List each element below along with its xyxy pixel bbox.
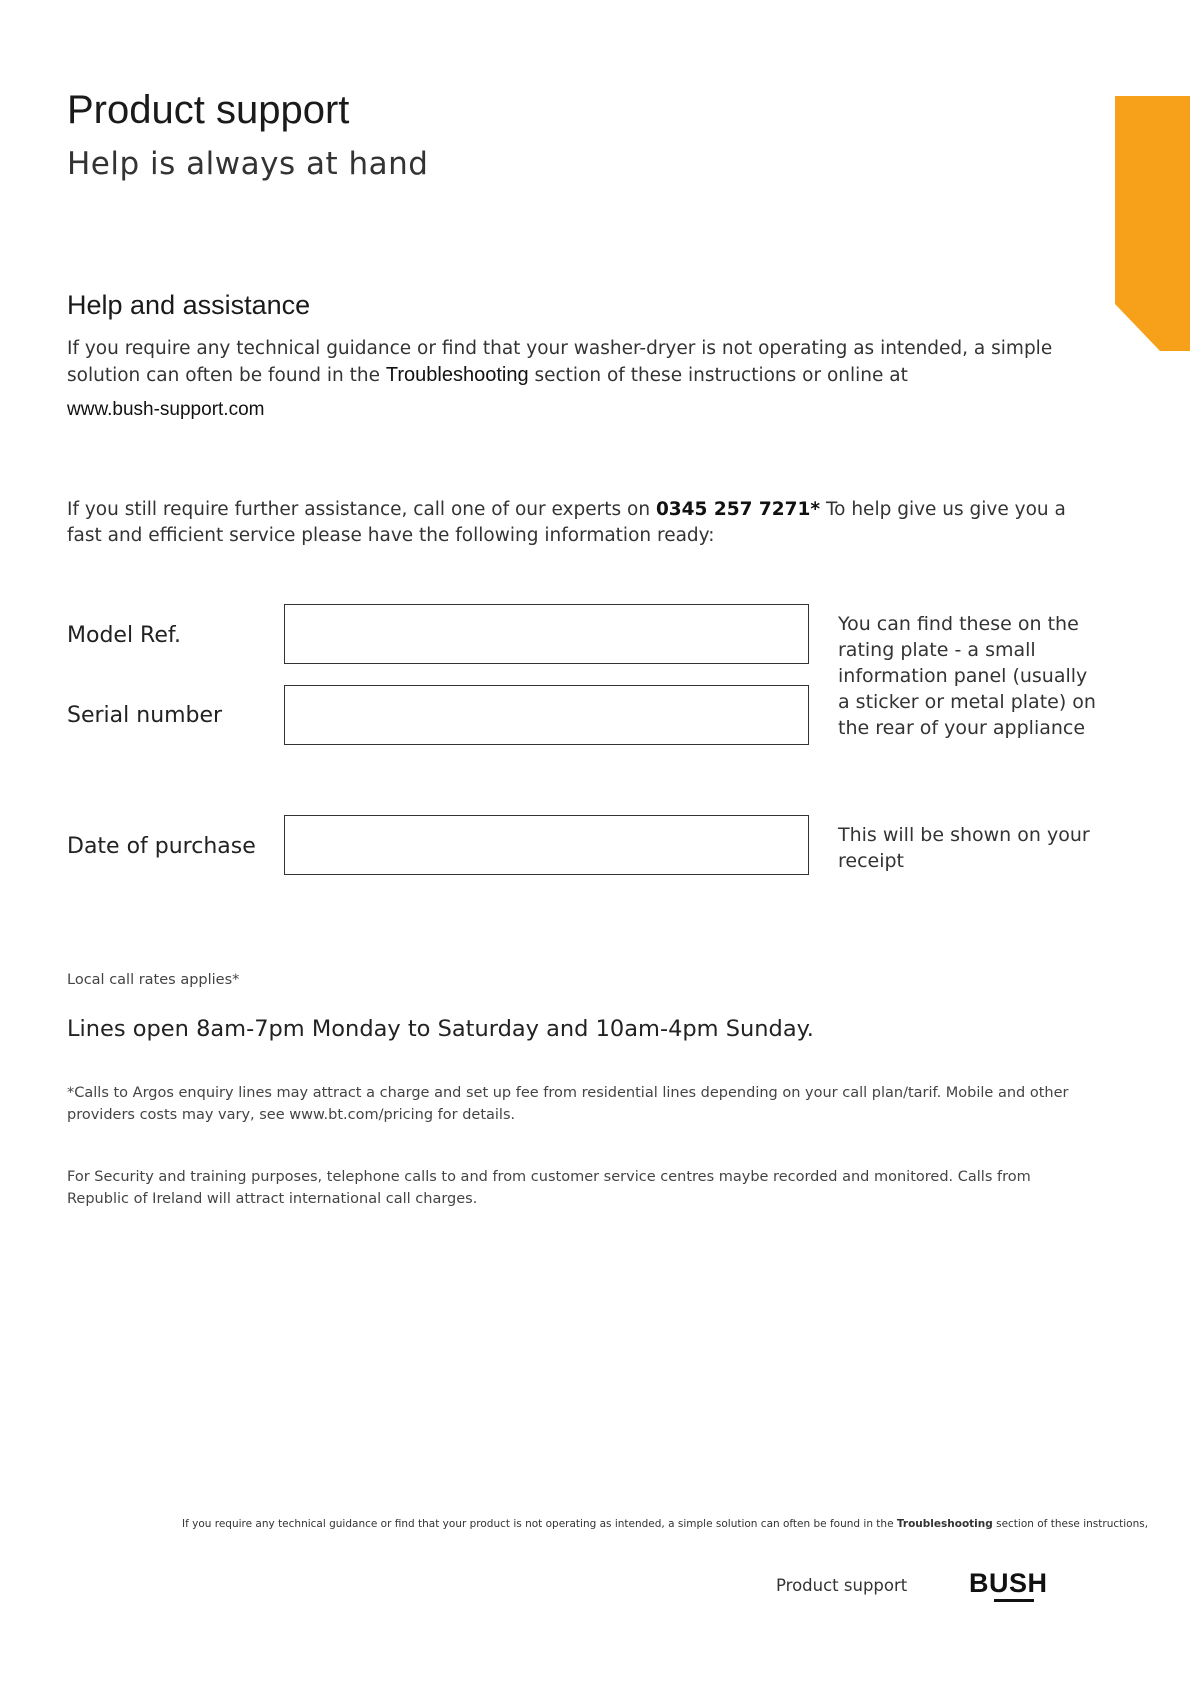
date-of-purchase-label: Date of purchase	[67, 834, 256, 859]
local-call-rates-note: Local call rates applies*	[67, 972, 240, 988]
section-heading-help: Help and assistance	[67, 290, 311, 320]
help-paragraph-text-end: section of these instructions or online at	[528, 365, 908, 386]
assistance-paragraph	[67, 497, 1067, 549]
phone-number: 0345 257 7271*	[655, 499, 821, 520]
serial-number-label: Serial number	[67, 703, 223, 728]
orange-side-tab	[1115, 96, 1190, 351]
footer-note-text-end: section of these instructions,	[992, 1518, 1149, 1530]
help-paragraph	[67, 336, 1067, 389]
footer-note-text: If you require any technical guidance or find that your product is not operating as intended, a simple solution can often be found in the	[182, 1518, 897, 1530]
opening-hours: Lines open 8am-7pm Monday to Saturday and 10am-4pm Sunday.	[67, 1016, 814, 1042]
help-paragraph-text: If you require any technical guidance or find that your washer-dryer is not operating as intended, a simple solution can often be found in the	[67, 338, 1053, 386]
call-charges-note: *Calls to Argos enquiry lines may attract a charge and set up fee from residential lines depending on your call plan/tarif. Mobile and other providers costs may vary, see www.bt.com/pricing for details.	[67, 1085, 1069, 1123]
support-website-link[interactable]: www.bush-support.com	[67, 399, 265, 420]
bush-logo	[969, 1568, 1048, 1599]
model-ref-label: Model Ref.	[67, 623, 182, 648]
footer-page-label: Product support	[776, 1576, 908, 1595]
orange-tab-shape	[1115, 96, 1190, 351]
page-subtitle: Help is always at hand	[67, 146, 429, 182]
serial-number-field[interactable]	[284, 685, 809, 745]
footer-note	[182, 1518, 1148, 1530]
receipt-note: This will be shown on your receipt	[838, 824, 1090, 872]
security-note: For Security and training purposes, telephone calls to and from customer service centres maybe recorded and monitored. Calls from Republic of Ireland will attract international call charges.	[67, 1169, 1031, 1207]
assistance-paragraph-text-end: To help give us give you a fast and efficient service please have the following information ready:	[67, 499, 1066, 546]
bush-logo-text: BUSH	[969, 1568, 1048, 1598]
date-of-purchase-field[interactable]	[284, 815, 809, 875]
logo-underline	[994, 1599, 1034, 1602]
footer-troubleshooting-reference: Troubleshooting	[896, 1518, 993, 1530]
assistance-paragraph-text: If you still require further assistance, call one of our experts on	[67, 499, 656, 520]
page-title: Product support	[67, 88, 350, 132]
rating-plate-note: You can find these on the rating plate - a small information panel (usually a sticker or metal plate) on the rear of your appliance	[838, 613, 1096, 739]
model-ref-field[interactable]	[284, 604, 809, 664]
troubleshooting-reference: Troubleshooting	[385, 364, 529, 386]
